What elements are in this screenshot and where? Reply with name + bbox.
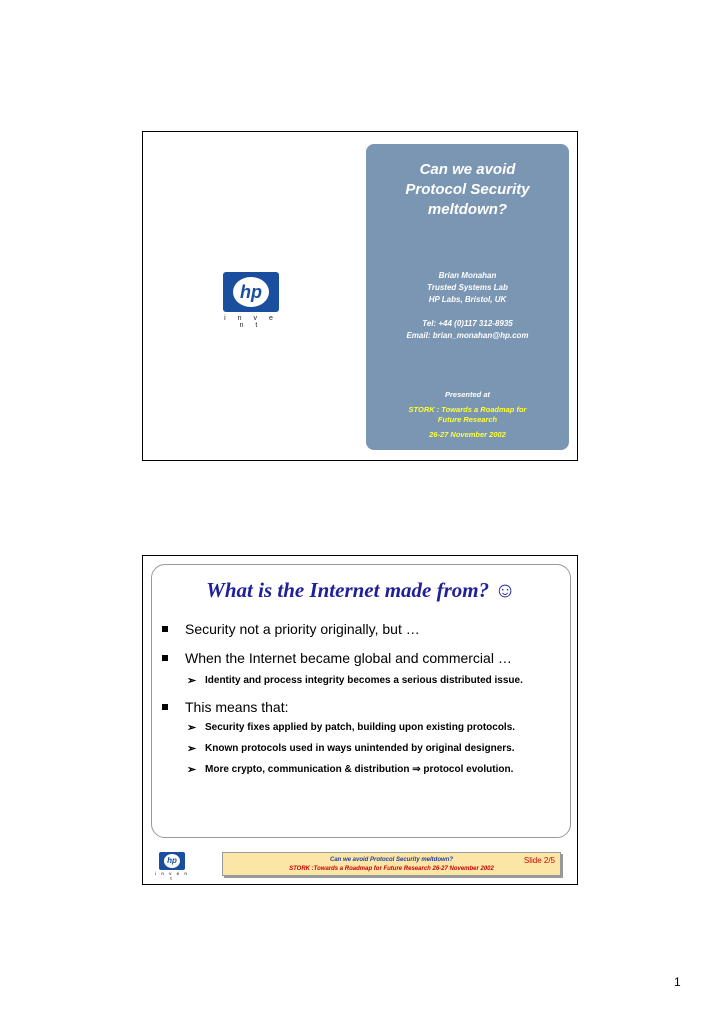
sub-bullet-item bbox=[187, 675, 557, 689]
contact-phone: Tel: +44 (0)117 312-8935 bbox=[422, 319, 513, 328]
bullet-item bbox=[162, 699, 562, 717]
sub-bullet-text: More crypto, communication & distribution ⇒ protocol evolution. bbox=[205, 764, 514, 775]
content-frame bbox=[151, 564, 571, 838]
contact-block bbox=[366, 318, 569, 342]
footer-hp-logo bbox=[155, 852, 189, 881]
bullet-square-icon bbox=[162, 655, 168, 661]
sub-bullet-text: Identity and process integrity becomes a serious distributed issue. bbox=[205, 675, 523, 686]
title-panel bbox=[366, 144, 569, 450]
bullet-square-icon bbox=[162, 704, 168, 710]
hp-logo-icon bbox=[223, 272, 279, 312]
arrow-bullet-icon: ➢ bbox=[187, 743, 197, 755]
arrow-bullet-icon: ➢ bbox=[187, 764, 197, 776]
slide-heading: What is the Internet made from? ☺ bbox=[206, 578, 516, 602]
sub-bullet-item bbox=[187, 722, 557, 736]
slide-1 bbox=[142, 131, 578, 461]
sub-bullet-text: Security fixes applied by patch, building upon existing protocols. bbox=[205, 722, 516, 733]
sub-bullet-item bbox=[187, 764, 557, 778]
sub-bullet-text: Known protocols used in ways unintended by original designers. bbox=[205, 743, 515, 754]
hp-logo-tagline: i n v e n t bbox=[155, 871, 189, 881]
slide-title: Can we avoid Protocol Security meltdown? bbox=[405, 161, 530, 218]
slide-2 bbox=[142, 555, 578, 885]
arrow-bullet-icon: ➢ bbox=[187, 722, 197, 734]
bullet-text: When the Internet became global and commercial … bbox=[185, 650, 512, 666]
contact-email: Email: brian_monahan@hp.com bbox=[406, 331, 529, 340]
presented-at-label: Presented at bbox=[444, 390, 491, 399]
author-block bbox=[366, 270, 569, 306]
event-name-line1: STORK : Towards a Roadmap for bbox=[408, 405, 527, 414]
bullet-square-icon bbox=[162, 626, 168, 632]
slide-number: Slide 2/5 bbox=[523, 856, 555, 865]
bullet-item bbox=[162, 621, 562, 639]
event-name-line2: Future Research bbox=[437, 415, 498, 424]
event-date: 26-27 November 2002 bbox=[429, 430, 506, 439]
bullet-item bbox=[162, 650, 562, 668]
page-number: 1 bbox=[674, 975, 681, 989]
bullet-text: Security not a priority originally, but … bbox=[185, 621, 420, 637]
arrow-bullet-icon: ➢ bbox=[187, 675, 197, 687]
footer-title: Can we avoid Protocol Security meltdown? bbox=[329, 857, 454, 863]
bullet-text: This means that: bbox=[185, 699, 289, 715]
hp-logo-text: hp bbox=[164, 854, 180, 868]
footer-bar bbox=[222, 852, 561, 876]
hp-logo bbox=[223, 272, 279, 330]
hp-logo-icon bbox=[159, 852, 185, 870]
footer-event: STORK :Towards a Roadmap for Future Research 26-27 November 2002 bbox=[289, 866, 494, 872]
hp-logo-text: hp bbox=[233, 277, 269, 307]
hp-logo-tagline: i n v e n t bbox=[224, 315, 278, 329]
author-lab: Trusted Systems Lab bbox=[427, 283, 508, 292]
author-location: HP Labs, Bristol, UK bbox=[428, 295, 507, 304]
author-name: Brian Monahan bbox=[438, 271, 497, 280]
presented-block bbox=[366, 390, 569, 440]
sub-bullet-item bbox=[187, 743, 557, 757]
